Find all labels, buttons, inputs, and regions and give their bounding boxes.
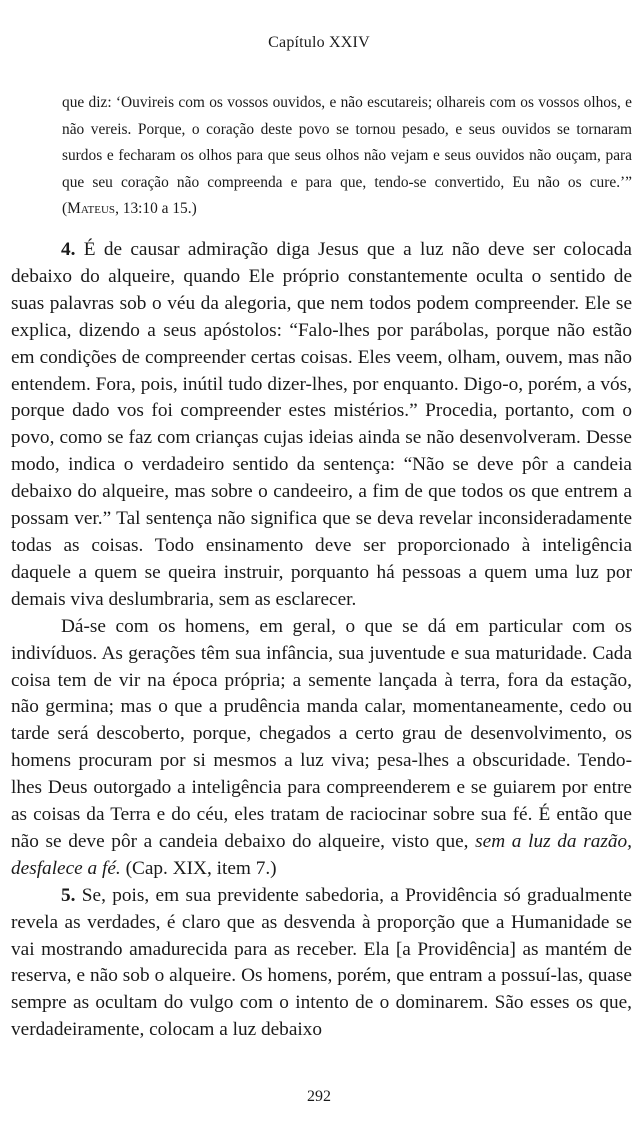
paragraph-text: É de causar admiração diga Jesus que a luz não deve ser colocada debaixo do alqueire, quando Ele próprio constantemente oculta o sentido de suas palavras sob o véu da alegoria, que nem todos podem compreender. Ele se explica, dizendo a seus apóstolos: “Falo-lhes por parábolas, porque não estão em condições de compreender certas coisas. Eles veem, olham, ouvem, mas não entendem. Fora, pois, inútil tudo dizer-lhes, por enquanto. Digo-o, porém, a vós, porque dado vos foi compreender estes mistérios.” Procedia, portanto, com o povo, como se faz com crianças cujas ideias ainda se não desenvolveram. Desse modo, indica o verdadeiro sentido da sentença: “Não se deve pôr a candeia debaixo do alqueire, mas sobre o candeeiro, a fim de que todos os que entrem a possam ver.” Tal sentença não significa que se deva revelar inconsideradamente todas as coisas. Todo ensinamento deve ser proporcionado à inteligência daquele a quem se queira instruir, porquanto há pessoas a quem uma luz por demais viva deslumbraria, sem as esclarecer. bbox=[11, 239, 632, 610]
paragraph-number: 5. bbox=[61, 884, 76, 906]
paragraph-5 bbox=[11, 883, 632, 1044]
italic-phrase: sem a luz da razão, desfalece a fé. bbox=[11, 830, 632, 879]
paragraph-number: 4. bbox=[61, 239, 76, 260]
running-header: Capítulo XXIV bbox=[268, 34, 370, 51]
quote-reference bbox=[67, 200, 197, 217]
quote-reference-author: Mateus bbox=[67, 200, 116, 218]
page-number: 292 bbox=[307, 1088, 331, 1105]
quote-reference-rest: , 13:10 a 15.) bbox=[115, 200, 197, 218]
quote-text: que diz: ‘Ouvireis com os vossos ouvidos, e não escutareis; olhareis com os vossos olhos, e não vereis. Porque, o coração deste povo se tornou pesado, e seus ouvidos se tornaram surdos e fecharam os olhos para que seus olhos não vejam e seus ouvidos não ouçam, para que seu coração não compreenda e para que, tendo-se convertido, Eu não os cure.’” ( bbox=[62, 94, 632, 218]
paragraph-text: Dá-se com os homens, em geral, o que se dá em particular com os indivíduos. As gerações têm sua infância, sua juventude e sua maturidade. Cada coisa tem de vir na época própria; a semente lançada à terra, fora da estação, não germina; mas o que a prudência manda calar, momentaneamente, cedo ou tarde será descoberto, porque, chegados a certo grau de desenvolvimento, os homens procuram por si mesmos a luz viva; pesa-lhes a obscuridade. Tendo-lhes Deus outorgado a inteligência para compreenderem e se guiarem por entre as coisas da Terra e do céu, eles tratam de raciocinar sobre sua fé. É então que não se deve pôr a candeia debaixo do alqueire, visto que, bbox=[11, 615, 632, 852]
main-text bbox=[11, 237, 632, 1044]
block-quotation bbox=[62, 90, 632, 223]
paragraph-4 bbox=[11, 237, 632, 614]
paragraph-text: Se, pois, em sua previdente sabedoria, a Providência só gradualmente revela as verdades, é claro que as desvenda à proporção que a Humanidade se vai mostrando amadurecida para as receber. Ela [a Providência] as mantém de reserva, e não sob o alqueire. Os homens, porém, que entram a possuí-las, quase sempre as ocultam do vulgo com o intento de o dominarem. São esses os que, verdadeiramente, colocam a luz debaixo bbox=[11, 884, 632, 1041]
paragraph-citation: (Cap. XIX, item 7.) bbox=[120, 857, 277, 879]
paragraph-continuation bbox=[11, 614, 632, 883]
